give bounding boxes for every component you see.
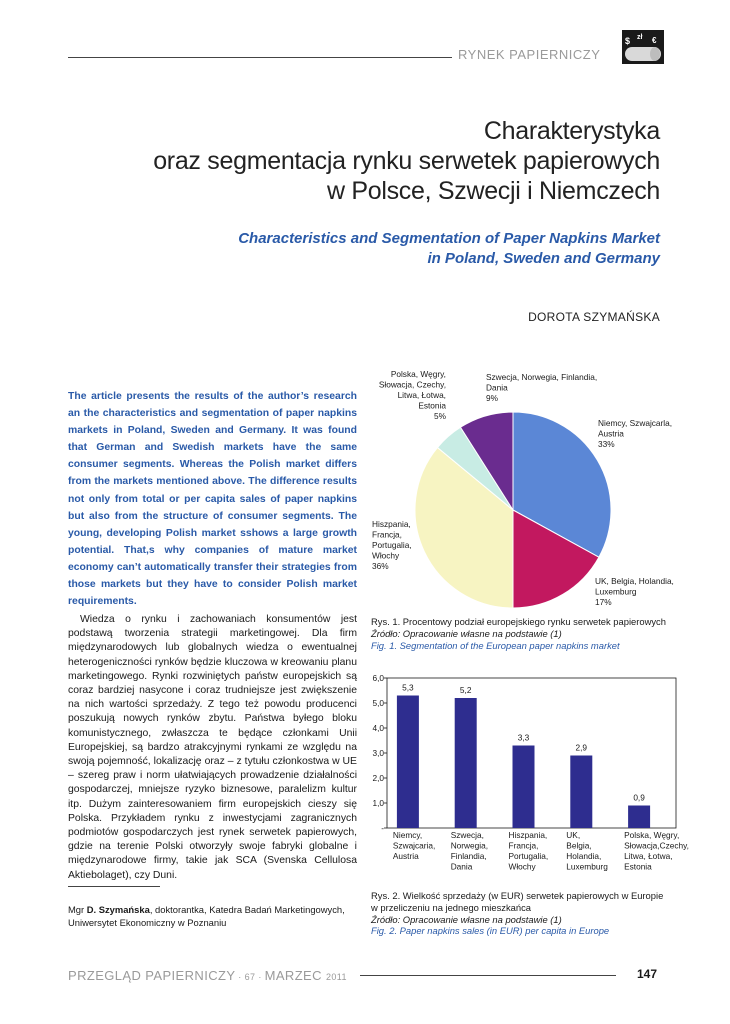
abstract: The article presents the results of the author’s research an the characteristics and segmentation of paper napkins markets in Poland, Sweden and Germany. It was found that German and Swedish markets have the same consumer segments. Whereas the Polish market differs from the markets mentioned above. The difference results not only from total or per capita sales of paper napkins but also from the structure of consumer segments. The young, developing Polish market sshows a large growth potential. That,s why companies of mature market economy can’t automatically transfer their strategies from those markets but they have to consider Polish market requirements.: [68, 391, 357, 608]
footer-journal: PRZEGLĄD PAPIERNICZY · 67 · MARZEC 2011: [68, 968, 347, 983]
section-name: RYNEK PAPIERNICZY: [458, 47, 601, 62]
footnote-author: D. Szymańska: [86, 904, 150, 915]
fig2-caption-pl1: Rys. 2. Wielkość sprzedaży (w EUR) serwetek papierowych w Europie: [371, 890, 664, 901]
article-subtitle: [100, 229, 660, 269]
svg-text:zł: zł: [637, 34, 643, 41]
fig1-caption-en: Fig. 1. Segmentation of the European paper napkins market: [371, 639, 620, 651]
y-tick-label: 6,0: [372, 673, 384, 683]
journal-logo-icon: [622, 30, 664, 64]
bar: [628, 806, 650, 829]
figure-1-caption: [371, 616, 666, 651]
fig1-caption-source: Źródło: Opracowanie własne na podstawie (1): [371, 627, 562, 639]
article-title: [100, 116, 660, 206]
subtitle-line: Characteristics and Segmentation of Paper Napkins Market: [238, 230, 660, 247]
page-number: 147: [637, 967, 658, 981]
fig2-caption-source: Źródło: Opracowanie własne na podstawie (1): [371, 913, 562, 925]
title-line: w Polsce, Szwecji i Niemczech: [326, 177, 660, 205]
footer-rule: [360, 975, 616, 976]
bar-value-label: 5,3: [402, 682, 414, 693]
title-line: oraz segmentacja rynku serwetek papierowych: [153, 147, 660, 175]
title-line: Charakterystyka: [483, 117, 660, 145]
footnote-affiliation: , doktorantka, Katedra Badań Marketingowych, Uniwersytet Ekonomiczny w Poznaniu: [68, 904, 345, 928]
bar-value-label: 3,3: [517, 732, 530, 743]
figure-2-caption: [371, 890, 663, 937]
footer-year: 2011: [325, 972, 347, 982]
subtitle-line: in Poland, Sweden and Germany: [427, 250, 660, 267]
footer-volume: 67: [244, 972, 256, 982]
header-rule: [68, 57, 452, 58]
y-tick-label: 3,0: [372, 748, 384, 758]
author-name: DOROTA SZYMAŃSKA: [528, 310, 660, 324]
y-tick-label: 2,0: [372, 773, 384, 783]
fig2-caption-pl2: w przeliczeniu na jednego mieszkańca: [371, 901, 531, 913]
y-tick-label: 5,0: [372, 698, 384, 708]
footnote-rule: [68, 886, 160, 887]
footer-month: MARZEC: [264, 968, 322, 983]
footer-journal-name: PRZEGLĄD PAPIERNICZY: [68, 968, 236, 983]
y-tick-label: -: [381, 823, 384, 833]
bar: [513, 746, 535, 829]
bar-value-label: 2,9: [575, 742, 588, 753]
svg-text:€: €: [652, 36, 657, 45]
category-label: UK, Belgia, Holandia, Luxemburg: [566, 830, 608, 872]
body-paragraph: Wiedza o rynku i zachowaniach konsumentów jest podstawą tworzenia strategii marketingowej. Dla firm międzynarodowych lub globalnych wiedza o ewentualnej heterogeniczności rynków będzie kluczowa w kreowaniu planu marketingowego. Rynki rozwiniętych państw europejskich są coraz bardziej nasycone i coraz trudniejsze jest zwiększenie na nich wartości sprzedaży. Z tego też powodu producenci poszukują nowych rynków zbytu. Państwa byłego bloku komunistycznego, zwłaszcza te będące członkami Unii Europejskiej, są bardzo atrakcyjnymi rynkami ze względu na swoją pojemność, lokalizację oraz – z tytułu członkostwa w UE – szereg praw i norm ułatwiających prowadzenie działalności gospodarczej, mniejsze ryzyko biznesowe, paralelizm kultur itp. Dużym zainteresowaniem firm europejskich cieszy się Polska. Przykładem rynku z inwestycjami zagranicznych podmiotów gospodarczych jest rynek serwetek papierowych, gdzie na terenie Polski otworzyły swoje fabryki globalne i międzynarodowe firmy, takie jak SCA (Svenska Cellulosa Aktiebolaget), czy Duni.: [68, 614, 357, 881]
footnote: [68, 904, 357, 929]
pie-slice-label: Hiszpania, Francja, Portugalia, Włochy 36%: [372, 519, 412, 571]
bar: [455, 698, 477, 828]
category-label: Polska, Węgry, Słowacja,Czechy, Litwa, Łotwa, Estonia: [624, 830, 689, 872]
category-label: Niemcy, Szwajcaria, Austria: [392, 830, 436, 861]
fig1-caption-pl: Rys. 1. Procentowy podział europejskiego rynku serwetek papierowych: [371, 616, 666, 627]
bar-value-label: 5,2: [459, 685, 472, 695]
pie-chart: [360, 362, 680, 614]
y-tick-label: 4,0: [372, 723, 384, 733]
pie-slice-label: Polska, Węgry, Słowacja, Czechy, Litwa, Łotwa, Estonia 5%: [378, 369, 446, 421]
y-tick-label: 1,0: [372, 798, 384, 808]
bar-value-label: 0,9: [633, 792, 645, 803]
category-label: Szwecja, Norwegia, Finlandia, Dania: [450, 830, 489, 872]
fig2-caption-en: Fig. 2. Paper napkins sales (in EUR) per capita in Europe: [371, 925, 610, 937]
svg-text:$: $: [625, 36, 631, 46]
pie-slice-label: Niemcy, Szwajcarla, Austria 33%: [598, 418, 673, 449]
bar-chart: [360, 670, 689, 882]
category-label: Hiszpania, Francja, Portugalia, Włochy: [508, 830, 549, 872]
footnote-prefix: Mgr: [68, 904, 87, 915]
bar: [397, 696, 419, 829]
bar: [570, 756, 592, 829]
pie-slice-label: Szwecja, Norwegia, Finlandia, Dania 9%: [486, 372, 598, 403]
pie-slice-label: UK, Belgia, Holandia, Luxemburg 17%: [595, 576, 674, 607]
